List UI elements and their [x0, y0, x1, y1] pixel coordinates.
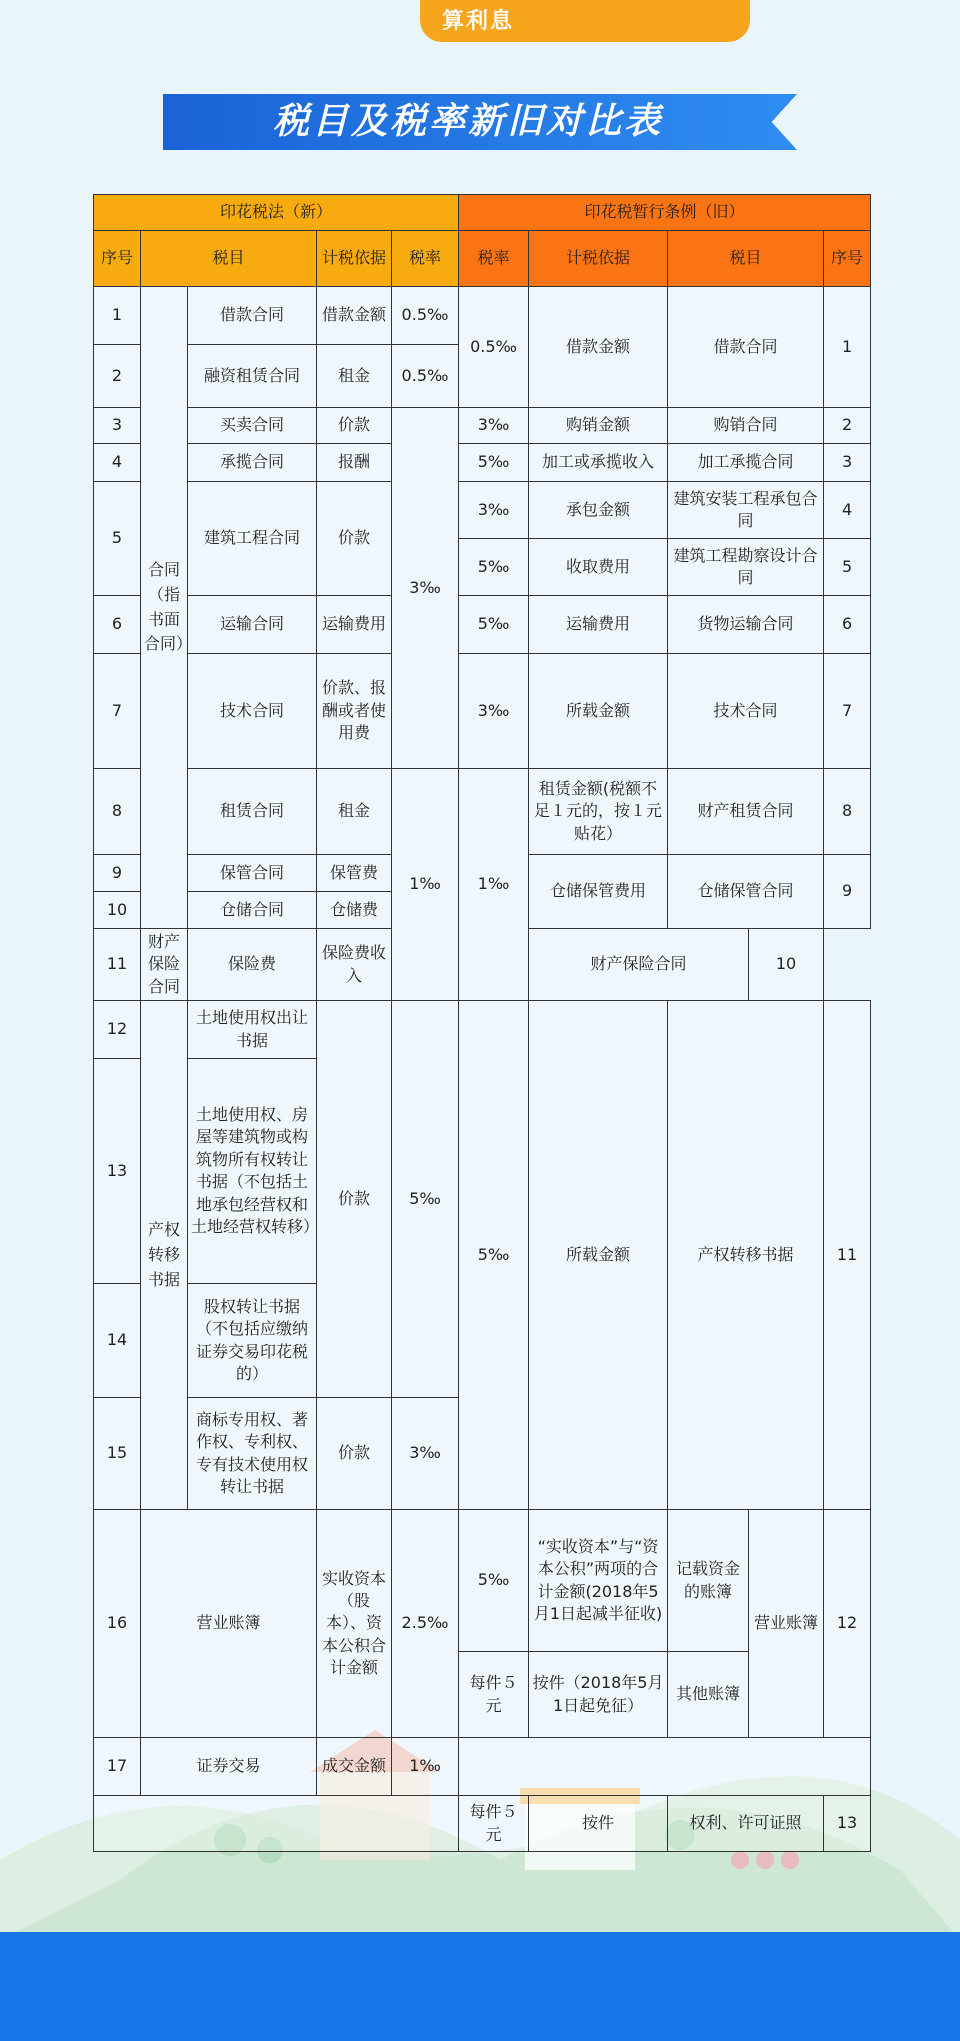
old-basis: 租赁金额(税额不足１元的，按１元贴花）	[529, 769, 668, 855]
group-property-label: 产权转移书据	[141, 1001, 188, 1510]
row-no: 9	[94, 855, 141, 892]
row-basis: 价款	[317, 482, 392, 596]
old-rate: 每件５元	[459, 1796, 529, 1852]
row-item: 承揽合同	[188, 444, 317, 482]
old-basis: 保险费收入	[317, 929, 392, 1001]
old-rate-merged: 1‰	[459, 769, 529, 1001]
old-rate: 5‰	[459, 1510, 529, 1652]
old-item: 建筑安装工程承包合同	[668, 482, 824, 539]
old-item: 借款合同	[668, 287, 824, 408]
row-no: 7	[94, 654, 141, 769]
old-no: 1	[824, 287, 871, 408]
page-title: 税目及税率新旧对比表	[272, 101, 663, 142]
old-no: 11	[824, 1001, 871, 1510]
old-rate: 0.5‰	[459, 287, 529, 408]
row-item: 土地使用权出让书据	[188, 1001, 317, 1059]
old-item: 权利、许可证照	[668, 1796, 824, 1852]
row-rate-merged: 3‰	[392, 408, 459, 769]
old-rate: 5‰	[459, 444, 529, 482]
row-no: 5	[94, 482, 141, 596]
footer-bar	[0, 1932, 960, 2041]
old-no: 3	[824, 444, 871, 482]
old-rate: 3‰	[459, 408, 529, 444]
row-no: 16	[94, 1510, 141, 1738]
top-tab-label: 算利息	[420, 0, 750, 42]
row-basis: 价款	[317, 1398, 392, 1510]
old-basis: 加工或承揽收入	[529, 444, 668, 482]
old-no: 9	[824, 855, 871, 929]
row-basis: 保险费	[188, 929, 317, 1001]
row-basis: 成交金额	[317, 1738, 392, 1796]
old-basis: 运输费用	[529, 596, 668, 654]
old-basis: 所载金额	[529, 1001, 668, 1510]
old-item: 货物运输合同	[668, 596, 824, 654]
old-no: 6	[824, 596, 871, 654]
old-rate: 5‰	[459, 1001, 529, 1510]
header-basis-new: 计税依据	[317, 231, 392, 287]
row-no: 14	[94, 1284, 141, 1398]
old-rate: 5‰	[459, 539, 529, 596]
row-item: 营业账簿	[141, 1510, 317, 1738]
old-item: 财产租赁合同	[668, 769, 824, 855]
header-rate-old: 税率	[459, 231, 529, 287]
old-basis: 购销金额	[529, 408, 668, 444]
old-basis: 承包金额	[529, 482, 668, 539]
old-basis: 按件（2018年5月1日起免征）	[529, 1652, 668, 1738]
row-item: 融资租赁合同	[188, 345, 317, 408]
row-item: 技术合同	[188, 654, 317, 769]
row-item: 运输合同	[188, 596, 317, 654]
old-no: 7	[824, 654, 871, 769]
row-item: 商标专用权、著作权、专利权、专有技术使用权转让书据	[188, 1398, 317, 1510]
row-no: 17	[94, 1738, 141, 1796]
old-item: 加工承揽合同	[668, 444, 824, 482]
old-item: 技术合同	[668, 654, 824, 769]
header-old-regulation: 印花税暂行条例（旧）	[459, 195, 871, 231]
row-item: 买卖合同	[188, 408, 317, 444]
row-rate-merged: 1‰	[392, 769, 459, 1001]
old-item: 建筑工程勘察设计合同	[668, 539, 824, 596]
row-no: 6	[94, 596, 141, 654]
row-no: 1	[94, 287, 141, 345]
row-no: 11	[94, 929, 141, 1001]
row-no: 8	[94, 769, 141, 855]
row-item: 保管合同	[188, 855, 317, 892]
old-no: 4	[824, 482, 871, 539]
old-item: 产权转移书据	[668, 1001, 824, 1510]
old-item: 仓储保管合同	[668, 855, 824, 929]
row-rate: 1‰	[392, 1738, 459, 1796]
old-subitem: 记载资金的账簿	[668, 1510, 749, 1652]
old-item: 营业账簿	[749, 1510, 824, 1738]
row-item: 租赁合同	[188, 769, 317, 855]
row-basis: 价款	[317, 408, 392, 444]
tax-comparison-table	[93, 194, 871, 1852]
old-no: 10	[749, 929, 824, 1001]
row-basis: 保管费	[317, 855, 392, 892]
row-basis: 运输费用	[317, 596, 392, 654]
row-basis: 借款金额	[317, 287, 392, 345]
row-rate: 0.5‰	[392, 287, 459, 345]
empty-cell	[94, 1796, 459, 1852]
old-basis: 所载金额	[529, 654, 668, 769]
old-no: 5	[824, 539, 871, 596]
old-rate: 每件５元	[459, 1652, 529, 1738]
old-item: 财产保险合同	[529, 929, 749, 1001]
old-basis: “实收资本”与“资本公积”两项的合计金额(2018年5月1日起减半征收)	[529, 1510, 668, 1652]
row-no: 13	[94, 1059, 141, 1284]
old-basis: 按件	[529, 1796, 668, 1852]
header-item-old: 税目	[668, 231, 824, 287]
old-basis: 借款金额	[529, 287, 668, 408]
row-basis: 价款、报酬或者使用费	[317, 654, 392, 769]
old-rate: 3‰	[459, 654, 529, 769]
row-rate: 3‰	[392, 1398, 459, 1510]
row-no: 4	[94, 444, 141, 482]
old-rate: 3‰	[459, 482, 529, 539]
row-item: 借款合同	[188, 287, 317, 345]
row-basis-merged: 价款	[317, 1001, 392, 1398]
old-no: 8	[824, 769, 871, 855]
group-contract-label: 合同（指书面合同）	[141, 287, 188, 929]
old-no: 12	[824, 1510, 871, 1738]
empty-cell	[459, 1738, 871, 1796]
header-basis-old: 计税依据	[529, 231, 668, 287]
row-basis: 仓储费	[317, 892, 392, 929]
row-rate: 0.5‰	[392, 345, 459, 408]
old-basis: 仓储保管费用	[529, 855, 668, 929]
header-seq-new: 序号	[94, 231, 141, 287]
old-basis: 收取费用	[529, 539, 668, 596]
header-rate-new: 税率	[392, 231, 459, 287]
header-new-law: 印花税法（新）	[94, 195, 459, 231]
row-basis: 报酬	[317, 444, 392, 482]
old-subitem: 其他账簿	[668, 1652, 749, 1738]
row-item: 仓储合同	[188, 892, 317, 929]
row-no: 12	[94, 1001, 141, 1059]
row-item: 建筑工程合同	[188, 482, 317, 596]
header-item-new: 税目	[141, 231, 317, 287]
row-item: 土地使用权、房屋等建筑物或构筑物所有权转让书据（不包括土地承包经营权和土地经营权转移）	[188, 1059, 317, 1284]
row-basis: 租金	[317, 769, 392, 855]
row-basis: 租金	[317, 345, 392, 408]
row-item: 股权转让书据（不包括应缴纳证券交易印花税的）	[188, 1284, 317, 1398]
row-item: 财产保险合同	[141, 929, 188, 1001]
row-rate-merged: 5‰	[392, 1001, 459, 1398]
row-no: 15	[94, 1398, 141, 1510]
old-item: 购销合同	[668, 408, 824, 444]
header-seq-old: 序号	[824, 231, 871, 287]
row-item: 证券交易	[141, 1738, 317, 1796]
old-no: 2	[824, 408, 871, 444]
row-rate: 2.5‰	[392, 1510, 459, 1738]
old-no: 13	[824, 1796, 871, 1852]
row-basis: 实收资本（股本）、资本公积合计金额	[317, 1510, 392, 1738]
old-rate: 5‰	[459, 596, 529, 654]
row-no: 10	[94, 892, 141, 929]
row-no: 3	[94, 408, 141, 444]
row-no: 2	[94, 345, 141, 408]
